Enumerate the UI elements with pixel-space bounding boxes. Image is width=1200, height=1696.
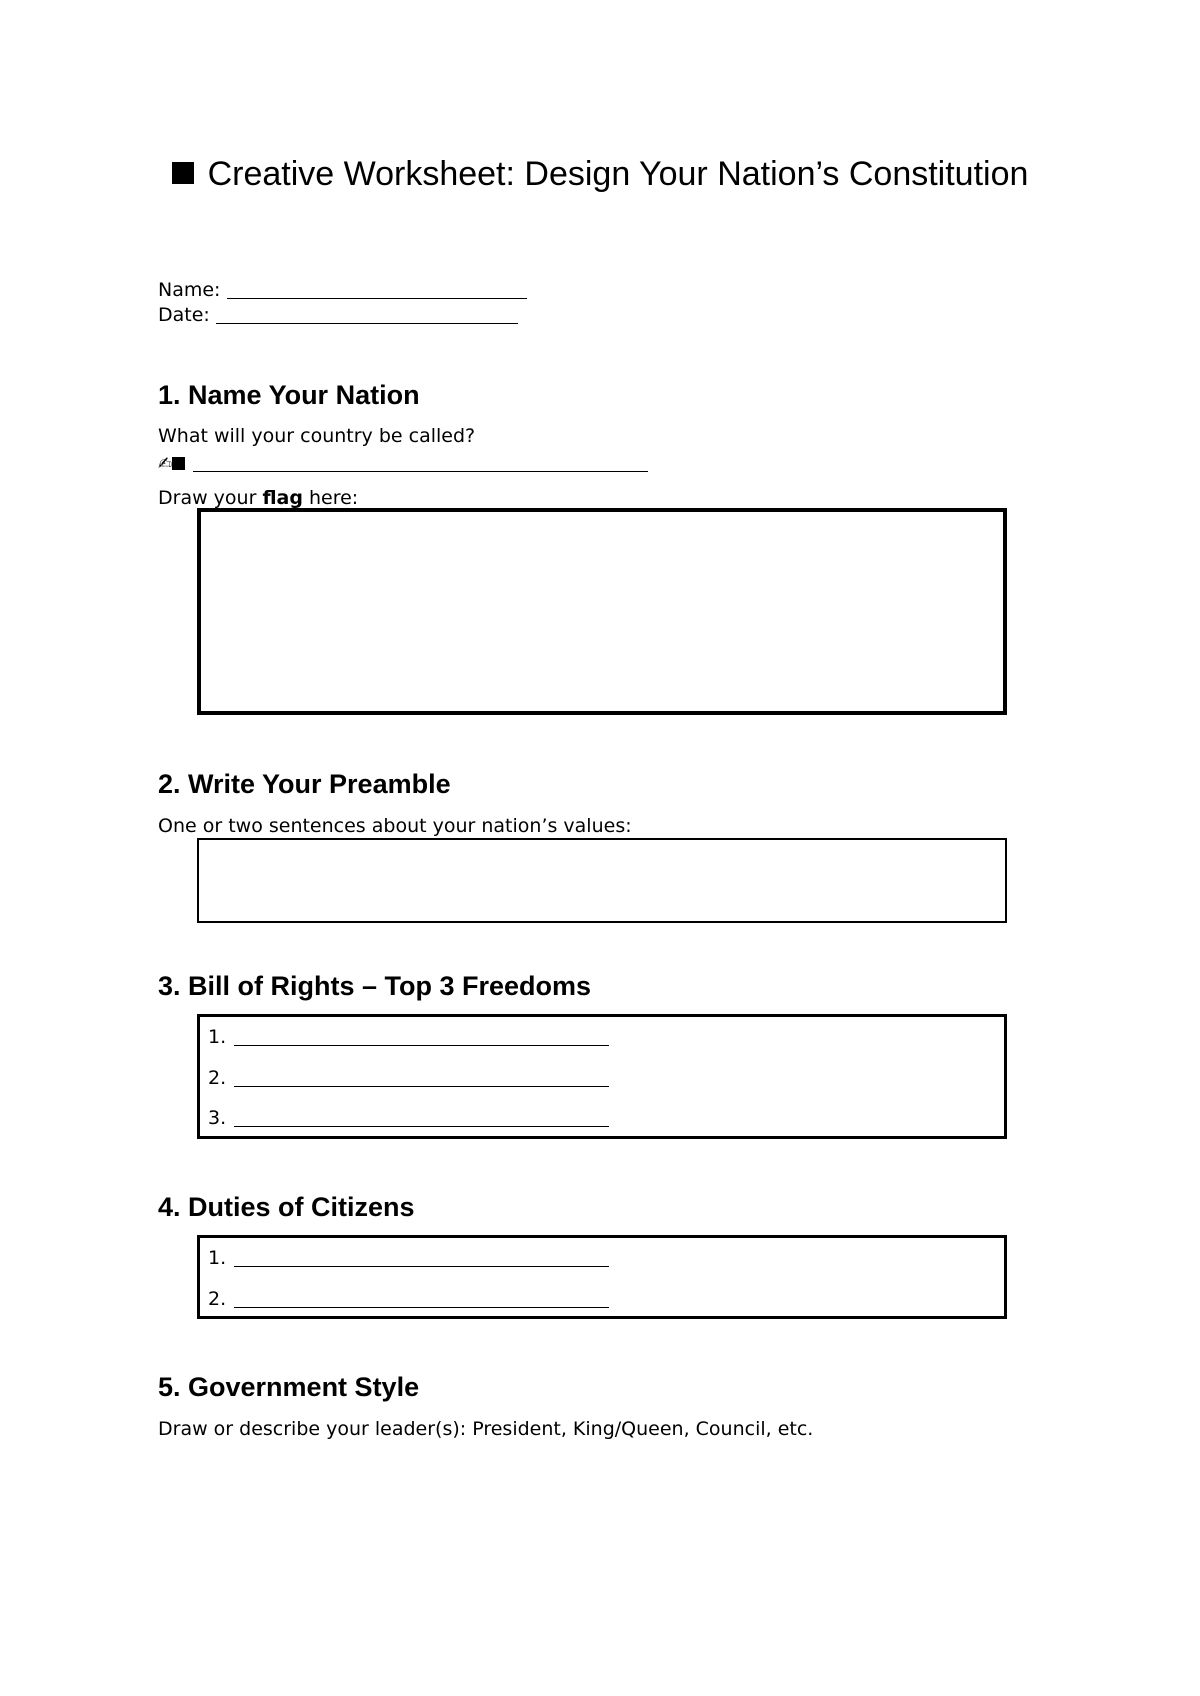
date-blank-line[interactable] [216,305,518,324]
pen-icon: ✍ [158,454,173,474]
page-title-text: Creative Worksheet: Design Your Nation’s Constitution [207,155,1029,193]
rights-item-blank-line[interactable] [234,1027,609,1046]
nation-name-answer-row [158,450,648,477]
duties-item-blank-line[interactable] [234,1289,609,1308]
date-label: Date: [158,304,210,326]
rights-item-blank-line[interactable] [234,1108,609,1127]
section-2-heading: 2. Write Your Preamble [158,769,451,799]
rights-item-2 [208,1065,609,1091]
rights-item-number: 3. [208,1107,227,1129]
flag-drawing-box[interactable] [197,508,1007,715]
flag-prompt-prefix: Draw your [158,487,263,509]
rights-item-blank-line[interactable] [234,1068,609,1087]
date-field-row [158,302,518,328]
preamble-writing-box[interactable] [197,838,1007,923]
rights-item-number: 1. [208,1026,227,1048]
rights-item-number: 2. [208,1067,227,1089]
duties-item-number: 2. [208,1288,227,1310]
section-4-heading: 4. Duties of Citizens [158,1192,415,1222]
government-prompt: Draw or describe your leader(s): President, King/Queen, Council, etc. [158,1418,814,1440]
name-field-row [158,277,527,303]
duties-item-2 [208,1286,609,1312]
title-square-icon [172,162,194,184]
rights-item-1 [208,1024,609,1050]
flag-prompt-suffix: here: [302,487,359,509]
duties-item-number: 1. [208,1247,227,1269]
duties-item-blank-line[interactable] [234,1248,609,1267]
section-5-heading: 5. Government Style [158,1372,420,1402]
name-label: Name: [158,279,221,301]
duties-item-1 [208,1245,609,1271]
flag-prompt-word: flag [262,487,303,509]
nation-name-prompt: What will your country be called? [158,425,476,447]
name-blank-line[interactable] [227,280,527,299]
preamble-prompt: One or two sentences about your nation’s values: [158,815,632,837]
nation-name-blank-line[interactable] [193,453,648,472]
rights-item-3 [208,1105,609,1131]
page-title [150,152,1050,196]
pen-square-icon [172,457,185,470]
section-1-heading: 1. Name Your Nation [158,380,420,410]
section-3-heading: 3. Bill of Rights – Top 3 Freedoms [158,971,592,1001]
